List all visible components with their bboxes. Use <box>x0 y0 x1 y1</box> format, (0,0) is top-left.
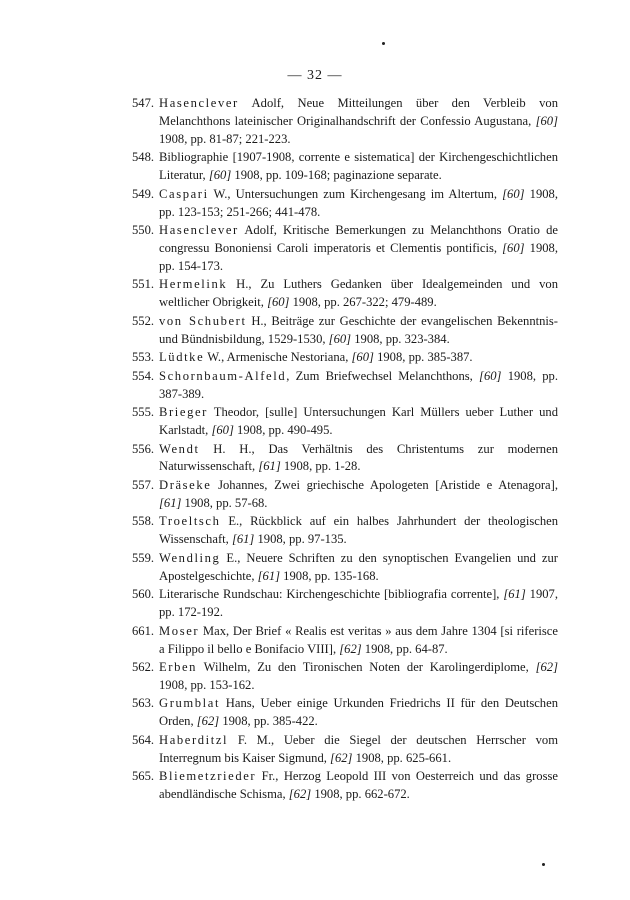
entry-pages: 1908, pp. 323-384. <box>351 331 450 346</box>
entry-number: 554. <box>132 368 155 383</box>
entry-ref: [60] <box>211 423 234 438</box>
entry-pages: 1908, pp. 625-661. <box>352 750 452 765</box>
entry-pages: 1908, pp. 662-672. <box>311 787 410 802</box>
entry-ref: [62] <box>535 660 558 674</box>
entry-number: 563. <box>132 696 155 711</box>
ink-speck <box>382 42 385 45</box>
bibliography-entry <box>132 276 558 312</box>
entry-author: Bliemetzrieder <box>159 769 257 784</box>
bibliography-entry <box>132 623 558 659</box>
entry-text: Adolf, Kritische Bemerkungen zu Melanchthons Oratio de congressu Bononiensi Caroli imperatoris et Clementis pontificis, <box>159 223 558 256</box>
entry-text: H., Zu Luthers Gedanken über Idealgemeinden und von weltlicher Obrigkeit, <box>159 277 558 310</box>
entry-text: W., Armenische Nestoriana, <box>204 350 352 365</box>
entry-author: Troeltsch <box>159 514 221 529</box>
entry-author: Schornbaum-Alfeld <box>159 368 287 383</box>
entry-pages: 1908, pp. 64-87. <box>361 641 448 656</box>
entry-ref: [60] <box>502 241 525 256</box>
entry-author: Haberditzl <box>159 732 229 747</box>
entry-text: Max, Der Brief « Realis est veritas » aus dem Jahre 1304 [si riferisce a Filippo il bello e Bonifacio VIII], <box>159 623 558 656</box>
entry-ref: [62] <box>339 641 362 656</box>
entry-ref: [60] <box>502 186 525 201</box>
bibliography-entry <box>132 222 558 276</box>
entry-number: 557. <box>132 477 155 492</box>
bibliography-entry <box>132 550 558 586</box>
entry-ref: [61] <box>258 459 281 474</box>
entry-author: Moser <box>159 623 200 638</box>
entry-number: 551. <box>132 277 155 292</box>
bibliography-entry <box>132 768 558 804</box>
bibliography-list <box>132 95 558 805</box>
entry-pages: 1908, pp. 385-387. <box>373 350 473 365</box>
entry-ref: [61] <box>503 587 526 602</box>
ink-speck <box>542 863 545 866</box>
entry-number: 562. <box>132 660 155 674</box>
entry-text: Literarische Rundschau: Kirchengeschichte [bibliografia corrente], <box>159 587 504 602</box>
entry-author: Dräseke <box>159 477 212 492</box>
entry-author: Brieger <box>159 405 208 420</box>
entry-number: 550. <box>132 223 155 238</box>
entry-text: Wilhelm, Zu den Tironischen Noten der Karolingerdiplome, <box>197 660 536 674</box>
entry-ref: [60] <box>479 368 502 383</box>
entry-number: 661. <box>132 623 155 638</box>
entry-author: Wendling <box>159 550 221 565</box>
entry-author: von Schubert <box>159 313 247 328</box>
entry-text: F. M., Ueber die Siegel der deutschen Herrscher vom Interregnum bis Kaiser Sigmund, <box>159 732 558 765</box>
bibliography-entry <box>132 513 558 549</box>
bibliography-entry <box>132 732 558 768</box>
entry-text: , Zum Briefwechsel Melanchthons, <box>286 368 480 383</box>
entry-ref: [60] <box>535 113 558 128</box>
entry-ref: [60] <box>351 350 374 365</box>
bibliography-entry <box>132 404 558 440</box>
entry-author: Hasenclever <box>159 96 239 110</box>
entry-author: Wendt <box>159 441 200 456</box>
bibliography-entry <box>132 186 558 222</box>
entry-text: W., Untersuchungen zum Kirchengesang im Altertum, <box>208 186 503 201</box>
bibliography-entry <box>132 659 558 695</box>
bibliography-entry <box>132 695 558 731</box>
bibliography-entry <box>132 441 558 477</box>
entry-ref: [61] <box>231 532 255 547</box>
entry-text: Theodor, [sulle] Untersuchungen Karl Müllers ueber Luther und Karlstadt, <box>159 405 558 438</box>
entry-pages: 1908, pp. 57-68. <box>181 495 268 510</box>
entry-number: 548. <box>132 150 155 165</box>
entry-ref: [62] <box>196 714 220 729</box>
bibliography-entry <box>132 349 558 367</box>
entry-author: Erben <box>159 660 198 674</box>
bibliography-entry <box>132 477 558 513</box>
entry-ref: [62] <box>288 787 312 802</box>
entry-text: Adolf, Neue Mitteilungen über den Verbleib von Melanchthons lateinischer Originalhandschrift der Confessio Augustana, <box>159 96 558 128</box>
entry-number: 560. <box>132 587 155 602</box>
entry-pages: 1908, pp. 81-87; 221-223. <box>159 131 291 146</box>
bibliography-entry <box>132 95 558 149</box>
entry-ref: [62] <box>330 750 353 765</box>
entry-ref: [60] <box>208 168 232 183</box>
bibliography-entry <box>132 313 558 349</box>
entry-author: Caspari <box>159 186 209 201</box>
entry-pages: 1908, pp. 154-173. <box>159 241 558 273</box>
entry-number: 558. <box>132 514 155 529</box>
entry-author: Grumblat <box>159 696 221 711</box>
bibliography-entry <box>132 368 558 404</box>
entry-pages: 1908, pp. 135-168. <box>280 568 379 583</box>
entry-pages: 1908, pp. 109-168; paginazione separate. <box>231 168 442 183</box>
entry-number: 547. <box>132 96 155 110</box>
entry-author: Lüdtke <box>159 350 205 365</box>
entry-number: 552. <box>132 313 155 328</box>
entry-pages: 1908, pp. 153-162. <box>159 677 255 692</box>
entry-pages: 1908, pp. 1-28. <box>280 459 361 474</box>
entry-pages: 1907, pp. 172-192. <box>159 587 559 620</box>
entry-author: Hasenclever <box>159 223 239 238</box>
entry-text: Hans, Ueber einige Urkunden Friedrichs II für den Deutschen Orden, <box>159 696 558 729</box>
entry-number: 555. <box>132 405 155 420</box>
entry-number: 559. <box>132 550 155 565</box>
entry-text: Fr., Herzog Leopold III von Oesterreich und das grosse abendländische Schisma, <box>159 769 558 802</box>
entry-text: H. H., Das Verhältnis des Christentums zur modernen Naturwissenschaft, <box>159 441 558 474</box>
entry-text: Bibliographie [1907-1908, corrente e sistematica] der Kirchengeschichtlichen Literatur, <box>159 150 558 183</box>
entry-text: E., Neuere Schriften zu den synoptischen Evangelien und zur Apostelgeschichte, <box>159 550 558 583</box>
page-number: — 32 — <box>287 68 343 83</box>
entry-pages: 1908, pp. 123-153; 251-266; 441-478. <box>159 186 558 219</box>
entry-ref: [60] <box>328 331 352 346</box>
entry-pages: 1908, pp. 97-135. <box>254 532 347 547</box>
entry-number: 564. <box>132 732 155 747</box>
entry-ref: [61] <box>159 495 182 510</box>
entry-pages: 1908, pp. 385-422. <box>219 714 318 729</box>
entry-pages: 1908, pp. 267-322; 479-489. <box>289 295 437 310</box>
entry-pages: 1908, pp. 387-389. <box>159 368 558 401</box>
entry-author: Hermelink <box>159 277 228 292</box>
entry-ref: [61] <box>257 568 281 583</box>
entry-number: 565. <box>132 769 155 784</box>
bibliography-entry <box>132 149 558 185</box>
entry-pages: 1908, pp. 490-495. <box>233 423 333 438</box>
entry-text: Johannes, Zwei griechische Apologeten [Aristide e Atenagora], <box>211 477 558 492</box>
bibliography-entry <box>132 586 558 622</box>
entry-ref: [60] <box>267 295 290 310</box>
entry-number: 549. <box>132 186 155 201</box>
entry-number: 556. <box>132 441 155 456</box>
entry-number: 553. <box>132 350 155 365</box>
entry-text: E., Rückblick auf ein halbes Jahrhundert der theologischen Wissenschaft, <box>159 514 558 547</box>
entry-text: H., Beiträge zur Geschichte der evangelischen Bekenntnis-und Bündnisbildung, 1529-1530, <box>159 313 559 346</box>
